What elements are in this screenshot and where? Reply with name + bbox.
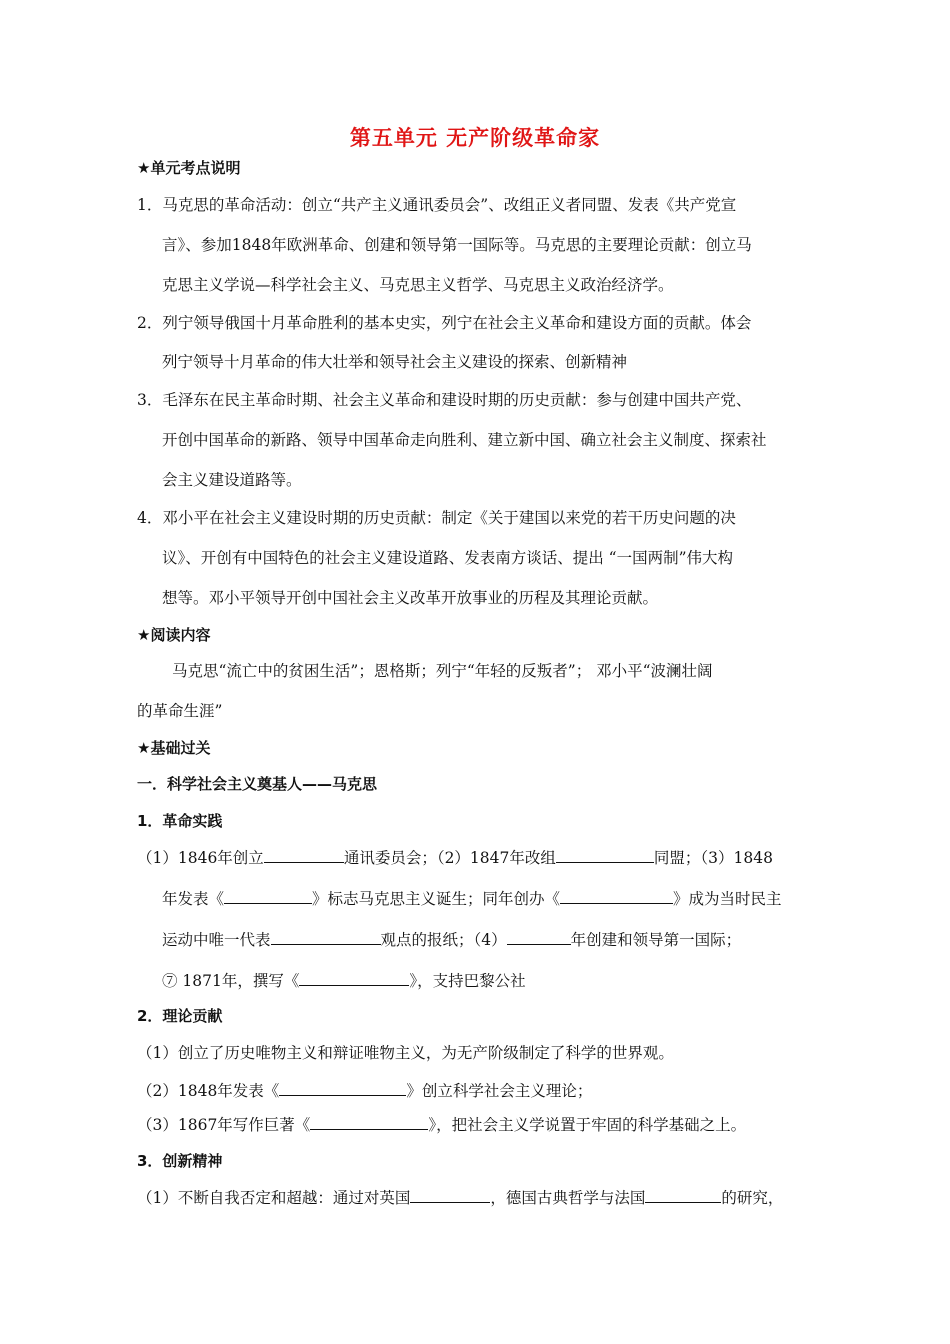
blank-manifesto[interactable]: [224, 888, 312, 904]
sub3-heading: 3．创新精神: [137, 1152, 223, 1170]
theory-line-3: （3）1867年写作巨著《 》，把社会主义学说置于牢固的科学基础之上。: [137, 1116, 747, 1134]
exam-item-1-line-3: 克思主义学说—科学社会主义、马克思主义哲学、马克思主义政治经济学。: [162, 276, 674, 294]
blank-france[interactable]: [645, 1187, 721, 1203]
section-exam-heading: ★单元考点说明: [137, 159, 241, 177]
blank-1846[interactable]: [264, 847, 344, 863]
blank-newspaper[interactable]: [560, 888, 673, 904]
blank-1871[interactable]: [299, 970, 409, 986]
exam-item-3-line-3: 会主义建设道路等。: [162, 471, 302, 489]
blank-year[interactable]: [507, 929, 571, 945]
innovation-line-1: （1）不断自我否定和超越：通过对英国 ，德国古典哲学与法国 的研究，: [137, 1189, 784, 1207]
reading-line-2: 的革命生涯”: [137, 702, 223, 720]
exam-item-1-line-1: 1．马克思的革命活动：创立“共产主义通讯委员会”、改组正义者同盟、发表《共产党宣: [137, 196, 737, 214]
reading-line-1: 马克思“流亡中的贫困生活”；恩格斯；列宁“年轻的反叛者”； 邓小平“波澜壮阔: [172, 662, 713, 680]
exam-item-4-line-1: 4．邓小平在社会主义建设时期的历史贡献：制定《关于建国以来党的若干历史问题的决: [137, 509, 736, 527]
section-reading-heading: ★阅读内容: [137, 626, 211, 644]
blank-1847[interactable]: [556, 847, 654, 863]
practice-line-3: 运动中唯一代表 观点的报纸；（4） 年创建和领导第一国际；: [162, 931, 742, 949]
exam-item-4-line-3: 想等。邓小平领导开创中国社会主义改革开放事业的历程及其理论贡献。: [162, 589, 659, 607]
exam-item-4-line-2: 议》、开创有中国特色的社会主义建设道路、发表南方谈话、提出 “一国两制”伟大构: [162, 549, 734, 567]
practice-line-1: （1）1846年创立 通讯委员会；（2）1847年改组 同盟；（3）1848: [137, 849, 773, 867]
blank-britain[interactable]: [410, 1187, 490, 1203]
exam-item-3-line-1: 3．毛泽东在民主革命时期、社会主义革命和建设时期的历史贡献：参与创建中国共产党、: [137, 391, 752, 409]
theory-line-2: （2）1848年发表《 》创立科学社会主义理论；: [137, 1082, 593, 1100]
exam-item-2-line-2: 列宁领导十月革命的伟大壮举和领导社会主义建设的探索、创新精神: [162, 353, 628, 371]
part1-title: 一．科学社会主义奠基人——马克思: [137, 775, 378, 793]
blank-1848-work[interactable]: [279, 1080, 406, 1096]
practice-line-4: ⑦ 1871年，撰写《 》，支持巴黎公社: [162, 972, 526, 990]
sub2-heading: 2．理论贡献: [137, 1007, 223, 1025]
exam-item-2-line-1: 2．列宁领导俄国十月革命胜利的基本史实，列宁在社会主义革命和建设方面的贡献。体会: [137, 314, 752, 332]
exam-item-1-line-2: 言》、参加1848年欧洲革命、创建和领导第一国际等。马克思的主要理论贡献：创立马: [162, 236, 752, 254]
section-basic-heading: ★基础过关: [137, 739, 211, 757]
page-title: 第五单元 无产阶级革命家: [349, 126, 601, 150]
theory-line-1: （1）创立了历史唯物主义和辩证唯物主义，为无产阶级制定了科学的世界观。: [137, 1044, 674, 1062]
blank-1867-work[interactable]: [310, 1114, 428, 1130]
blank-class[interactable]: [271, 929, 381, 945]
exam-item-3-line-2: 开创中国革命的新路、领导中国革命走向胜利、建立新中国、确立社会主义制度、探索社: [162, 431, 767, 449]
sub1-heading: 1．革命实践: [137, 812, 223, 830]
practice-line-2: 年发表《 》标志马克思主义诞生；同年创办《 》成为当时民主: [162, 890, 782, 908]
